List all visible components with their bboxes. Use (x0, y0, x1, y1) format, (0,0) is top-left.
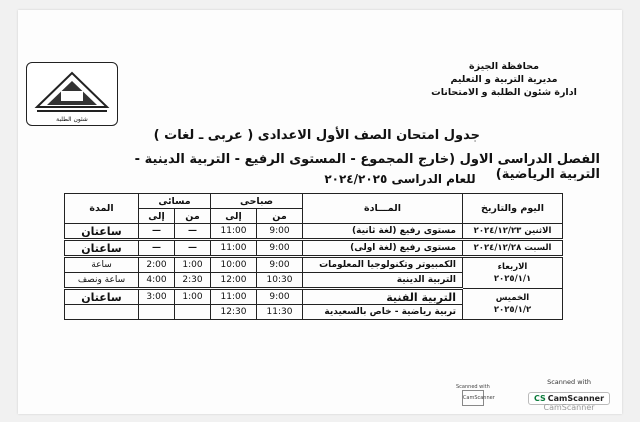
duration-cell: ساعتان (65, 240, 139, 257)
morning-from-cell: 9:00 (257, 224, 303, 240)
morning-to-cell: 11:00 (211, 289, 257, 305)
evening-to-cell: — (139, 240, 175, 257)
schedule-subtitle: الفصل الدراسى الاول (خارج المجموع - المستوى الرفيع - التربية الدينية - التربية الرياضية) (134, 152, 600, 182)
camscanner-icon: CS (534, 394, 546, 403)
duration-cell: ساعتان (65, 289, 139, 305)
subject-cell: مستوى رفيع (لغة ثانية) (303, 224, 463, 240)
morning-from-cell: 9:00 (257, 240, 303, 257)
day-cell (463, 289, 563, 320)
header-evening: مسائى (139, 194, 211, 209)
evening-to-cell: 4:00 (139, 273, 175, 289)
day-name: الاربعاء (497, 262, 528, 272)
office-header (404, 60, 604, 99)
schedule-title: جدول امتحان الصف الأول الاعدادى ( عربى ـ لغات ) (153, 128, 480, 143)
morning-from-cell: 11:30 (257, 305, 303, 320)
header-duration: المدة (65, 194, 139, 224)
camscanner-stamp-small (456, 384, 495, 406)
header-subject: المـــادة (303, 194, 463, 224)
governorate: محافظة الجيزة (469, 61, 539, 72)
morning-to-cell: 11:00 (211, 240, 257, 257)
duration-cell: ساعة ونصف (65, 273, 139, 289)
header-morning-from: من (257, 209, 303, 224)
department: ادارة شئون الطلبة و الامتحانات (431, 87, 577, 98)
academic-year: للعام الدراسى ٢٠٢٤/٢٠٢٥ (324, 172, 476, 186)
day-cell: السبت ٢٠٢٤/١٢/٢٨ (463, 240, 563, 257)
morning-from-cell: 9:00 (257, 289, 303, 305)
morning-to-cell: 11:00 (211, 224, 257, 240)
header-evening-from: من (175, 209, 211, 224)
day-cell (463, 257, 563, 289)
evening-to-cell (139, 305, 175, 320)
subject-cell: التربية الدينية (303, 273, 463, 289)
header-morning-to: إلى (211, 209, 257, 224)
header-evening-to: إلى (139, 209, 175, 224)
department-logo (26, 62, 118, 126)
evening-from-cell: — (175, 224, 211, 240)
camscanner-under-text: CamScanner (543, 403, 595, 412)
morning-to-cell: 12:30 (211, 305, 257, 320)
header-day: اليوم والتاريخ (463, 194, 563, 224)
evening-to-cell: 3:00 (139, 289, 175, 305)
morning-to-cell: 10:00 (211, 257, 257, 273)
table-row (65, 224, 563, 240)
directorate: مديرية التربية و التعليم (450, 74, 558, 85)
table-row (65, 257, 563, 273)
duration-cell: ساعة (65, 257, 139, 273)
evening-to-cell: — (139, 224, 175, 240)
morning-from-cell: 9:00 (257, 257, 303, 273)
duration-cell (65, 305, 139, 320)
camscanner-watermark (528, 378, 610, 412)
camscanner-name: CamScanner (547, 394, 605, 403)
evening-from-cell: 2:30 (175, 273, 211, 289)
evening-from-cell: 1:00 (175, 257, 211, 273)
table-row (65, 289, 563, 305)
evening-from-cell: 1:00 (175, 289, 211, 305)
morning-to-cell: 12:00 (211, 273, 257, 289)
header-morning: صباحى (211, 194, 303, 209)
subject-cell: تربية رياضية - خاص بالسعيدية (303, 305, 463, 320)
evening-to-cell: 2:00 (139, 257, 175, 273)
morning-from-cell: 10:30 (257, 273, 303, 289)
scanned-with-label: Scanned with (456, 384, 490, 390)
duration-cell: ساعتان (65, 224, 139, 240)
table-header-row (65, 194, 563, 209)
day-date: ٢٠٢٥/١/٢ (493, 305, 532, 315)
day-date: ٢٠٢٥/١/١ (493, 274, 532, 284)
scanned-with-label: Scanned with (547, 378, 591, 386)
exam-schedule-table (64, 193, 563, 320)
day-name: الخميس (495, 293, 530, 303)
evening-from-cell (175, 305, 211, 320)
logo-caption: شئون الطلبة (56, 116, 88, 123)
table-row (65, 240, 563, 257)
subject-cell: مستوى رفيع (لغة اولى) (303, 240, 463, 257)
evening-from-cell: — (175, 240, 211, 257)
subject-cell: التربية الفنية (303, 289, 463, 305)
camscanner-logo-small: CamScanner (462, 390, 484, 406)
subject-cell: الكمبيوتر وتكنولوجيا المعلومات (303, 257, 463, 273)
day-cell: الاثنين ٢٠٢٤/١٢/٢٣ (463, 224, 563, 240)
